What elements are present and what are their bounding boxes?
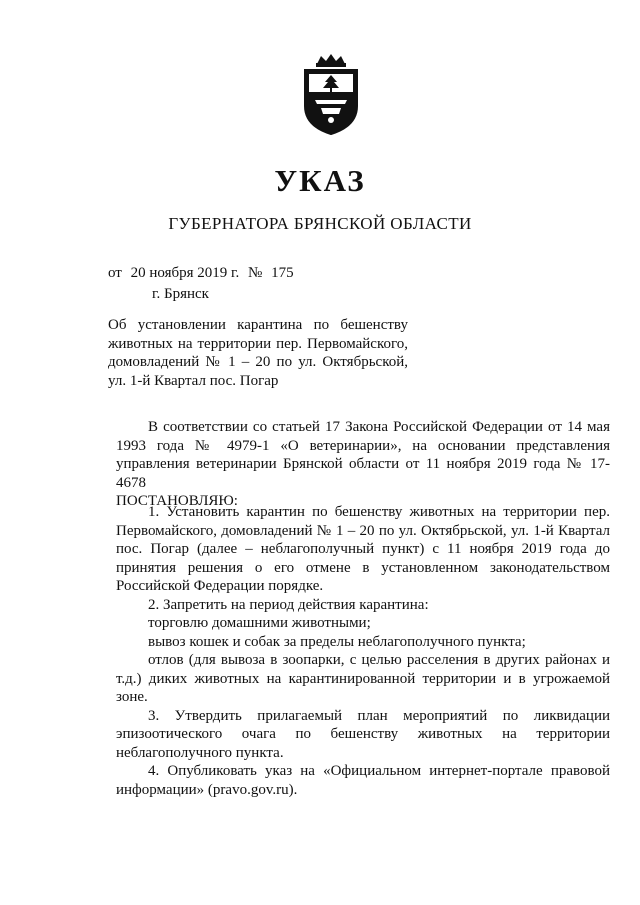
item-2c: отлов (для вывоза в зоопарки, с целью расселения в других районах и т.д.) диких животных на карантинированной территории и в угрожаемой зоне. [116,652,610,705]
subject-line: ул. 1-й Квартал пос. Погар [108,372,279,389]
city: г. Брянск [152,286,209,302]
subject-line: домовладений № 1 – 20 по ул. Октябрьской, [108,354,408,370]
decree-number: 175 [271,265,294,281]
decree-date: 20 ноября 2019 г. [130,265,240,281]
date-prefix: от [108,265,122,281]
decree-word: ПОСТАНОВЛЯЮ: [116,493,238,509]
document-title: УКАЗ [274,163,366,198]
subject-block [108,316,408,390]
subject-line: животных на территории пер. Первомайского, [108,335,408,352]
preamble [116,418,610,511]
preamble-text: В соответствии со статьей 17 Закона Российской Федерации от 14 мая 1993 года № 4979-1 «О ветеринарии», на основании представления управления ветеринарии Брянской области от 11 ноября 2019 года № 17-4678 [116,419,610,491]
subject-line: Об установлении карантина по бешенству [108,317,408,333]
item-3: 3. Утвердить прилагаемый план мероприятий по ликвидации эпизоотического очага по бешенству животных на территории неблагополучного пункта. [116,707,610,761]
bryansk-coat-of-arms-icon [299,52,363,136]
item-2: 2. Запретить на период действия карантина: [148,596,429,613]
document-subtitle: ГУБЕРНАТОРА БРЯНСКОЙ ОБЛАСТИ [168,214,472,233]
decree-items [116,503,610,799]
item-2a: торговлю домашними животными; [148,615,371,631]
number-sign: № [248,265,263,281]
item-1: 1. Установить карантин по бешенству животных на территории пер. Первомайского, домовладений № 1 – 20 по ул. Октябрьской, ул. 1-й Квартал пос. Погар (далее – неблагополучный пункт) с 11 ноября 2019 года до принятия решения о его отмене в установленном законодательством Российской Федерации порядке. [116,504,610,594]
item-2b: вывоз кошек и собак за пределы неблагополучного пункта; [148,633,526,650]
date-line [108,263,299,283]
item-4: 4. Опубликовать указ на «Официальном интернет-портале правовой информации» (pravo.gov.ru). [116,763,610,798]
